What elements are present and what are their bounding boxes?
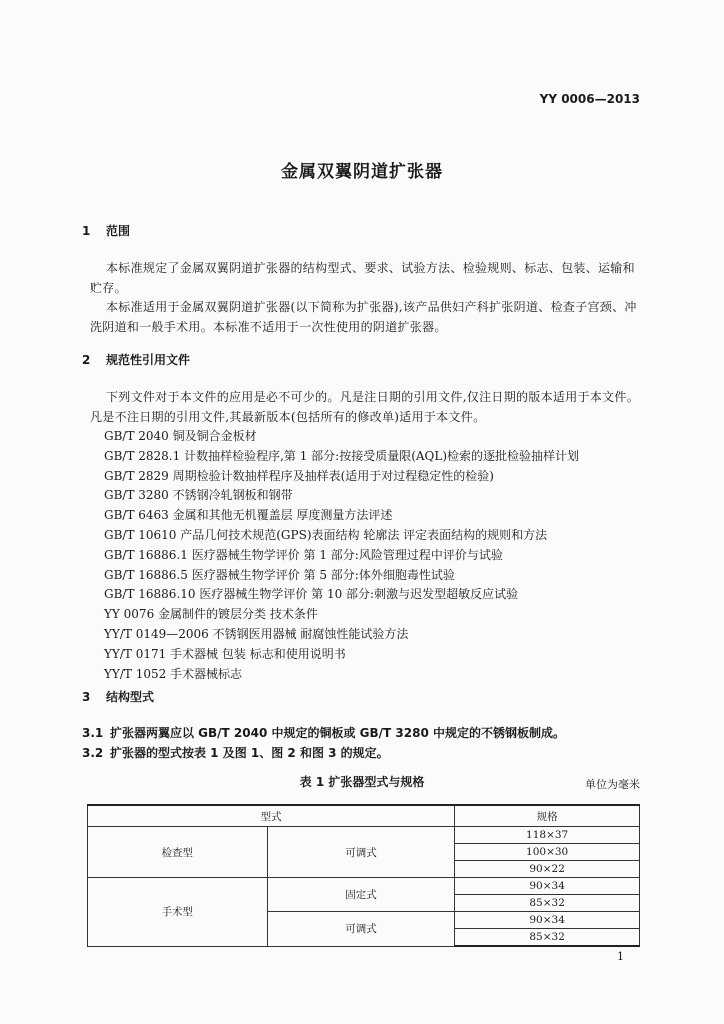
reference-item: GB/T 2040 铜及铜合金板材 (104, 429, 257, 443)
section-title: 范围 (106, 224, 131, 238)
subtype-adjustable: 可调式 (267, 912, 455, 947)
table-row (88, 878, 640, 895)
clause-text: 扩张器两翼应以 GB/T 2040 中规定的铜板或 GB/T 3280 中规定的不锈钢板制成。 (110, 726, 565, 740)
clause-3-1 (82, 724, 565, 741)
type-group-inspection: 检查型 (88, 827, 268, 878)
reference-item: GB/T 10610 产品几何技术规范(GPS)表面结构 轮廓法 评定表面结构的规则和方法 (104, 527, 548, 542)
references-intro: 下列文件对于本文件的应用是必不可少的。凡是注日期的引用文件,仅注日期的版本适用于本文件。凡是不注日期的引用文件,其最新版本(包括所有的修改单)适用于本文件。 (90, 390, 640, 424)
clause-3-2 (82, 744, 389, 761)
reference-item: GB/T 2828.1 计数抽样检验程序,第 1 部分:按接受质量限(AQL)检索的逐批检验抽样计划 (104, 448, 580, 463)
table-unit: 单位为毫米 (585, 778, 640, 791)
reference-item: GB/T 16886.5 医疗器械生物学评价 第 5 部分:体外细胞毒性试验 (104, 567, 455, 582)
header-spec: 规格 (455, 805, 640, 827)
reference-item: GB/T 2829 周期检验计数抽样程序及抽样表(适用于对过程稳定性的检验) (104, 468, 494, 483)
spec-cell: 85×32 (455, 929, 640, 947)
subtype-fixed: 固定式 (267, 878, 455, 912)
section-heading-normative-references (82, 351, 190, 368)
reference-list (104, 427, 579, 684)
page-number: 1 (617, 950, 624, 963)
section-heading-structure (82, 688, 154, 705)
table-caption: 表 1 扩张器型式与规格 (299, 775, 425, 789)
section-number: 3 (82, 690, 91, 704)
spec-cell: 90×22 (455, 861, 640, 878)
standard-code: YY 0006—2013 (539, 92, 640, 106)
table-row (88, 827, 640, 844)
spec-cell: 85×32 (455, 895, 640, 912)
subtype-adjustable: 可调式 (267, 827, 455, 878)
reference-item: YY/T 1052 手术器械标志 (104, 666, 243, 681)
table-header-row (88, 805, 640, 827)
reference-item: GB/T 16886.10 医疗器械生物学评价 第 10 部分:刺激与迟发型超敏反应试验 (104, 587, 519, 602)
reference-item: GB/T 6463 金属和其他无机覆盖层 厚度测量方法评述 (104, 508, 393, 523)
reference-item: GB/T 3280 不锈钢冷轧钢板和钢带 (104, 488, 293, 503)
reference-item: YY/T 0149—2006 不锈钢医用器械 耐腐蚀性能试验方法 (104, 626, 409, 641)
document-title: 金属双翼阴道扩张器 (281, 162, 443, 182)
scope-paragraph-2: 本标准适用于金属双翼阴道扩张器(以下简称为扩张器),该产品供妇产科扩张阴道、检查子宫颈、冲洗阴道和一般手术用。本标准不适用于一次性使用的阴道扩张器。 (90, 300, 637, 334)
spec-table (87, 804, 640, 947)
spec-cell: 90×34 (455, 912, 640, 929)
clause-number: 3.2 (82, 746, 104, 760)
section-number: 1 (82, 224, 91, 238)
section-heading-scope (82, 222, 130, 239)
section-title: 规范性引用文件 (106, 353, 191, 367)
spec-cell: 100×30 (455, 844, 640, 861)
spec-cell: 90×34 (455, 878, 640, 895)
section-title: 结构型式 (106, 690, 155, 704)
scope-paragraph-1: 本标准规定了金属双翼阴道扩张器的结构型式、要求、试验方法、检验规则、标志、包装、运输和贮存。 (90, 261, 635, 295)
reference-item: YY 0076 金属制件的镀层分类 技术条件 (104, 607, 318, 622)
reference-item: YY/T 0171 手术器械 包装 标志和使用说明书 (104, 646, 346, 661)
section-number: 2 (82, 353, 91, 367)
clause-number: 3.1 (82, 726, 104, 740)
clause-text: 扩张器的型式按表 1 及图 1、图 2 和图 3 的规定。 (110, 746, 389, 760)
spec-cell: 118×37 (455, 827, 640, 844)
header-type: 型式 (88, 805, 455, 827)
reference-item: GB/T 16886.1 医疗器械生物学评价 第 1 部分:风险管理过程中评价与试验 (104, 547, 503, 562)
type-group-surgical: 手术型 (88, 878, 268, 947)
